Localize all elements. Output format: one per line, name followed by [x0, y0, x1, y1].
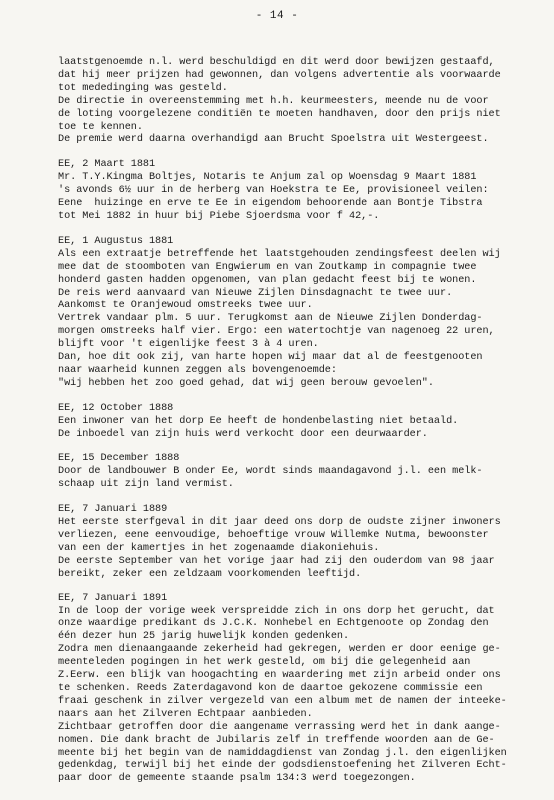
text-line: Eene huizinge en erve te Ee in eigendom behoorende aan Bontje Tibstra: [58, 198, 483, 210]
text-line: gedenkdag, terwijl bij het einde der godsdienstoefening het Zilveren Echt-: [58, 760, 507, 772]
text-line: onze waardige predikant ds J.C.K. Nonhebel en Echtgenoote op Zondag den: [58, 618, 489, 630]
text-line: toe te kennen.: [58, 121, 143, 133]
text-line: de loting voorgelezene conditiën te moeten handhaven, door den prijs niet: [58, 108, 501, 120]
text-line: dat hij meer prijzen had gewonnen, dan volgens advertentie als voorwaarde: [58, 69, 501, 81]
text-line: Zodra men dienaangaande zekerheid had gekregen, werden er door eenige ge-: [58, 644, 501, 656]
text-line: naar waarheid kunnen zeggen als bovengenoemde:: [58, 364, 337, 376]
text-line: paar door de gemeente staande psalm 134:3 werd toegezongen.: [58, 773, 416, 785]
text-line: Het eerste sterfgeval in dit jaar deed ons dorp de oudste zijner inwoners: [58, 517, 501, 529]
text-line: Z.Eerw. een blijk van hoogachting en waardering met zijn arbeid onder ons: [58, 670, 501, 682]
entry-date: EE, 7 Januari 1891: [58, 592, 168, 604]
text-line: naars aan het Zilveren Echtpaar aanbieden.: [58, 708, 313, 720]
text-line: schaap uit zijn land vermist.: [58, 479, 234, 491]
text-line: verliezen, eene eenvoudige, behoeftige vrouw Willemke Nutma, bewoonster: [58, 530, 489, 541]
text-line: Mr. T.Y.Kingma Boltjes, Notaris te Anjum zal op Woensdag 9 Maart 1881: [58, 172, 477, 184]
text-line: tot Mei 1882 in huur bij Piebe Sjoerdsma voor f 42,-.: [58, 210, 380, 222]
text-line: mee dat de stoomboten van Engwierum en van Zoutkamp in compagnie twee: [58, 261, 477, 273]
text-line: Dan, hoe dit ook zij, van harte hopen wij maar dat al de feestgenooten: [58, 352, 483, 364]
text-line: van een der kamertjes in het zogenaamde diakoniehuis.: [58, 542, 380, 554]
entry-date: EE, 1 Augustus 1881: [58, 235, 174, 247]
text-line: tot mededinging was gesteld.: [58, 82, 228, 94]
entry-date: EE, 2 Maart 1881: [58, 159, 156, 171]
text-line: te schenken. Reeds Zaterdagavond kon de daartoe gekozene commissie een: [58, 682, 483, 694]
text-line: "wij hebben het zoo goed gehad, dat wij geen berouw gevoelen".: [58, 377, 434, 389]
text-line: meente bij het begin van de namiddagdienst van Zondag j.l. den eigenlijken: [58, 747, 507, 759]
text-line: In de loop der vorige week verspreidde zich in ons dorp het gerucht, dat: [58, 605, 495, 617]
text-line: Als een extraatje betreffende het laatstgehouden zendingsfeest deelen wij: [58, 248, 501, 260]
text-line: nomen. Die dank bracht de Jubilaris zelf in treffende woorden aan de Ge-: [58, 734, 495, 746]
document-body: [58, 57, 536, 786]
text-line: De inboedel van zijn huis werd verkocht door een deurwaarder.: [58, 428, 428, 440]
text-line: honderd gasten hadden opgenomen, van plan gedacht feest bij te wonen.: [58, 274, 477, 286]
text-line: fraai geschenk in zilver vergezeld van een album met de namen der inteeke-: [58, 695, 507, 707]
text-line: De eerste September van het vorige jaar had zij den ouderdom van 98 jaar: [58, 555, 495, 567]
text-line: 's avonds 6½ uur in de herberg van Hoekstra te Ee, provisioneel veilen:: [58, 185, 489, 197]
text-line: Zichtbaar getroffen door die aangename verrassing werd het in dank aange-: [58, 721, 501, 733]
entry-date: EE, 12 October 1888: [58, 402, 174, 414]
text-line: bereikt, zeker een zeldzaam voorkomenden leeftijd.: [58, 568, 362, 580]
text-line: morgen omstreeks half vier. Ergo: een watertochtje van nagenoeg 22 uren,: [58, 326, 495, 338]
text-line: blijft voor 't eigenlijke feest 3 à 4 uren.: [58, 339, 319, 351]
text-line: Een inwoner van het dorp Ee heeft de hondenbelasting niet betaald.: [58, 415, 459, 427]
entry-1881-08-01: [58, 236, 536, 391]
entry-1891-01-07: [58, 593, 536, 787]
text-line: De directie in overeenstemming met h.h. keurmeesters, meende nu de voor: [58, 95, 489, 107]
text-line: Vertrek vandaar plm. 5 uur. Terugkomst aan de Nieuwe Zijlen Donderdag-: [58, 313, 483, 325]
entry-1889-01-07: [58, 504, 536, 581]
entry-1888-12-15: [58, 453, 536, 492]
entry-1888-10-12: [58, 403, 536, 442]
entry-date: EE, 7 Januari 1889: [58, 504, 168, 516]
entry-1881-03-02: [58, 159, 536, 224]
entry-date: EE, 15 December 1888: [58, 453, 180, 465]
text-line: Door de landbouwer B onder Ee, wordt sinds maandagavond j.l. een melk-: [58, 466, 483, 478]
text-line: meenteleden pogingen in het werk gesteld, om bij die gelegenheid aan: [58, 657, 471, 669]
page-number: - 14 -: [255, 10, 299, 22]
text-line: Aankomst te Oranjewoud omstreeks twee uur.: [58, 300, 313, 312]
intro-paragraph: [58, 57, 536, 147]
text-line: één dezer hun 25 jarig huwelijk konden gedenken.: [58, 631, 350, 643]
text-line: laatstgenoemde n.l. werd beschuldigd en dit werd door bewijzen gestaafd,: [58, 57, 495, 68]
text-line: De reis werd aanvaard van Nieuwe Zijlen Dinsdagnacht te twee uur.: [58, 287, 453, 299]
text-line: De premie werd daarna overhandigd aan Brucht Spoelstra uit Westergeest.: [58, 134, 489, 146]
